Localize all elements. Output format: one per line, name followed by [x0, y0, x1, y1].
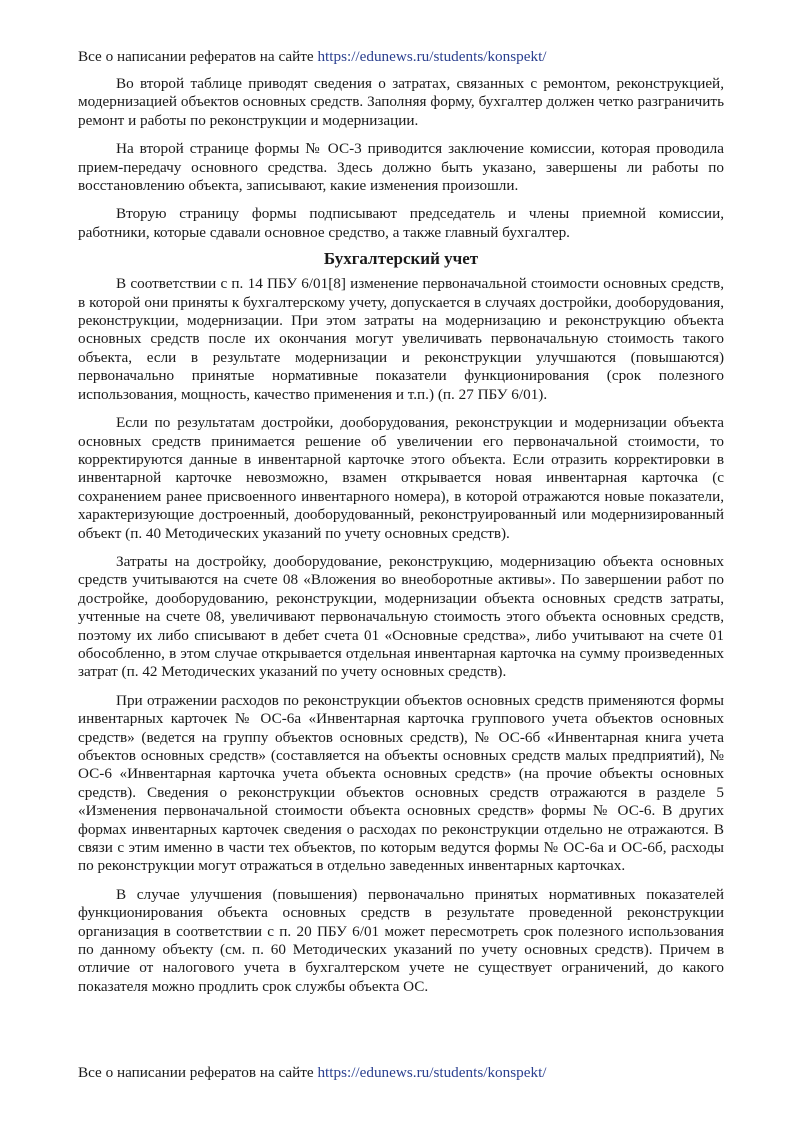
paragraph: На второй странице формы № ОС-3 приводится заключение комиссии, которая проводила прием-передачу основного средства. Здесь должно быть указано, завершены ли работы по восстановлению объекта, записывают, какие изменения произошли. [78, 140, 724, 195]
footer-line [78, 1063, 724, 1083]
paragraph: В случае улучшения (повышения) первоначально принятых нормативных показателей функционирования объекта основных средств в результате проведенной реконструкции организация в соответствии с п. 20 ПБУ 6/01 может пересмотреть срок полезного использования по данному объекту (см. п. 60 Методических указаний по учету основных средств). Причем в отличие от налогового учета в бухгалтерском учете не существует ограничений, до какого показателя можно продлить срок службы объекта ОС. [78, 885, 724, 995]
header-text: Все о написании рефератов на сайте [78, 48, 318, 65]
page-body [78, 47, 724, 996]
paragraph: Во второй таблице приводят сведения о затратах, связанных с ремонтом, реконструкцией, модернизацией объектов основных средств. Заполняя форму, бухгалтер должен четко разграничить ремонт и работы по реконструкции и модернизации. [78, 75, 724, 129]
header-line [78, 47, 724, 67]
footer-text: Все о написании рефератов на сайте [78, 1064, 318, 1081]
paragraph: В соответствии с п. 14 ПБУ 6/01[8] изменение первоначальной стоимости основных средств, в которой они приняты к бухгалтерскому учету, допускается в случаях достройки, дооборудования, реконструкции, модернизации. При этом затраты на модернизацию и реконструкцию объекта основных средств после их окончания могут увеличивать первоначальную стоимость такого объекта, если в результате модернизации и реконструкции улучшаются (повышаются) первоначально принятые нормативные показатели функционирования (срок полезного использования, мощность, качество применения и т.п.) (п. 27 ПБУ 6/01). [78, 275, 724, 403]
footer-link[interactable]: https://edunews.ru/students/konspekt/ [317, 1064, 547, 1081]
paragraph: Если по результатам достройки, дооборудования, реконструкции и модернизации объекта основных средств принимается решение об увеличении его первоначальной стоимости, то корректируются данные в инвентарной карточке этого объекта. Если отразить корректировки в инвентарной карточке невозможно, взамен открывается новая инвентарная карточка (с сохранением ранее присвоенного инвентарного номера), в которой отражаются новые показатели, характеризующие достроенный, дооборудованный, реконструированный или модернизированный объект (п. 40 Методических указаний по учету основных средств). [78, 414, 724, 542]
section-heading: Бухгалтерский учет [323, 249, 479, 269]
paragraph: Вторую страницу формы подписывают председатель и члены приемной комиссии, работники, которые сдавали основное средство, а также главный бухгалтер. [78, 205, 724, 241]
header-link[interactable]: https://edunews.ru/students/konspekt/ [317, 48, 547, 65]
paragraph: Затраты на достройку, дооборудование, реконструкцию, модернизацию объекта основных средств учитываются на счете 08 «Вложения во внеоборотные активы». По завершении работ по достройке, дооборудованию, реконструкции, модернизации объекта основных средств затраты, учтенные на счете 08, увеличивают первоначальную стоимость этого объекта основных средств, поэтому их либо списывают в дебет счета 01 «Основные средства», либо учитывают на счете 01 обособленно, в этом случае открывается отдельная инвентарная карточка на сумму произведенных затрат (п. 42 Методических указаний по учету основных средств). [78, 552, 724, 681]
paragraph: При отражении расходов по реконструкции объектов основных средств применяются формы инвентарных карточек № ОС-6а «Инвентарная карточка группового учета объектов основных средств» (ведется на группу объектов основных средств), № ОС-6б «Инвентарная книга учета объектов основных средств» (составляется на объекты основных средств малых предприятий), № ОС-6 «Инвентарная карточка учета объекта основных средств» (на прочие объекты основных средств). Сведения о реконструкции объектов основных средств отражаются в разделе 5 «Изменения первоначальной стоимости объекта основных средств» формы № ОС-6. В других формах инвентарных карточек сведения о расходах по реконструкции отдельно не отражаются. В связи с этим именно в части тех объектов, по которым ведутся формы № ОС-6а и ОС-6б, расходы по реконструкции могут отражаться в отдельно заведенных инвентарных карточках. [78, 691, 724, 875]
